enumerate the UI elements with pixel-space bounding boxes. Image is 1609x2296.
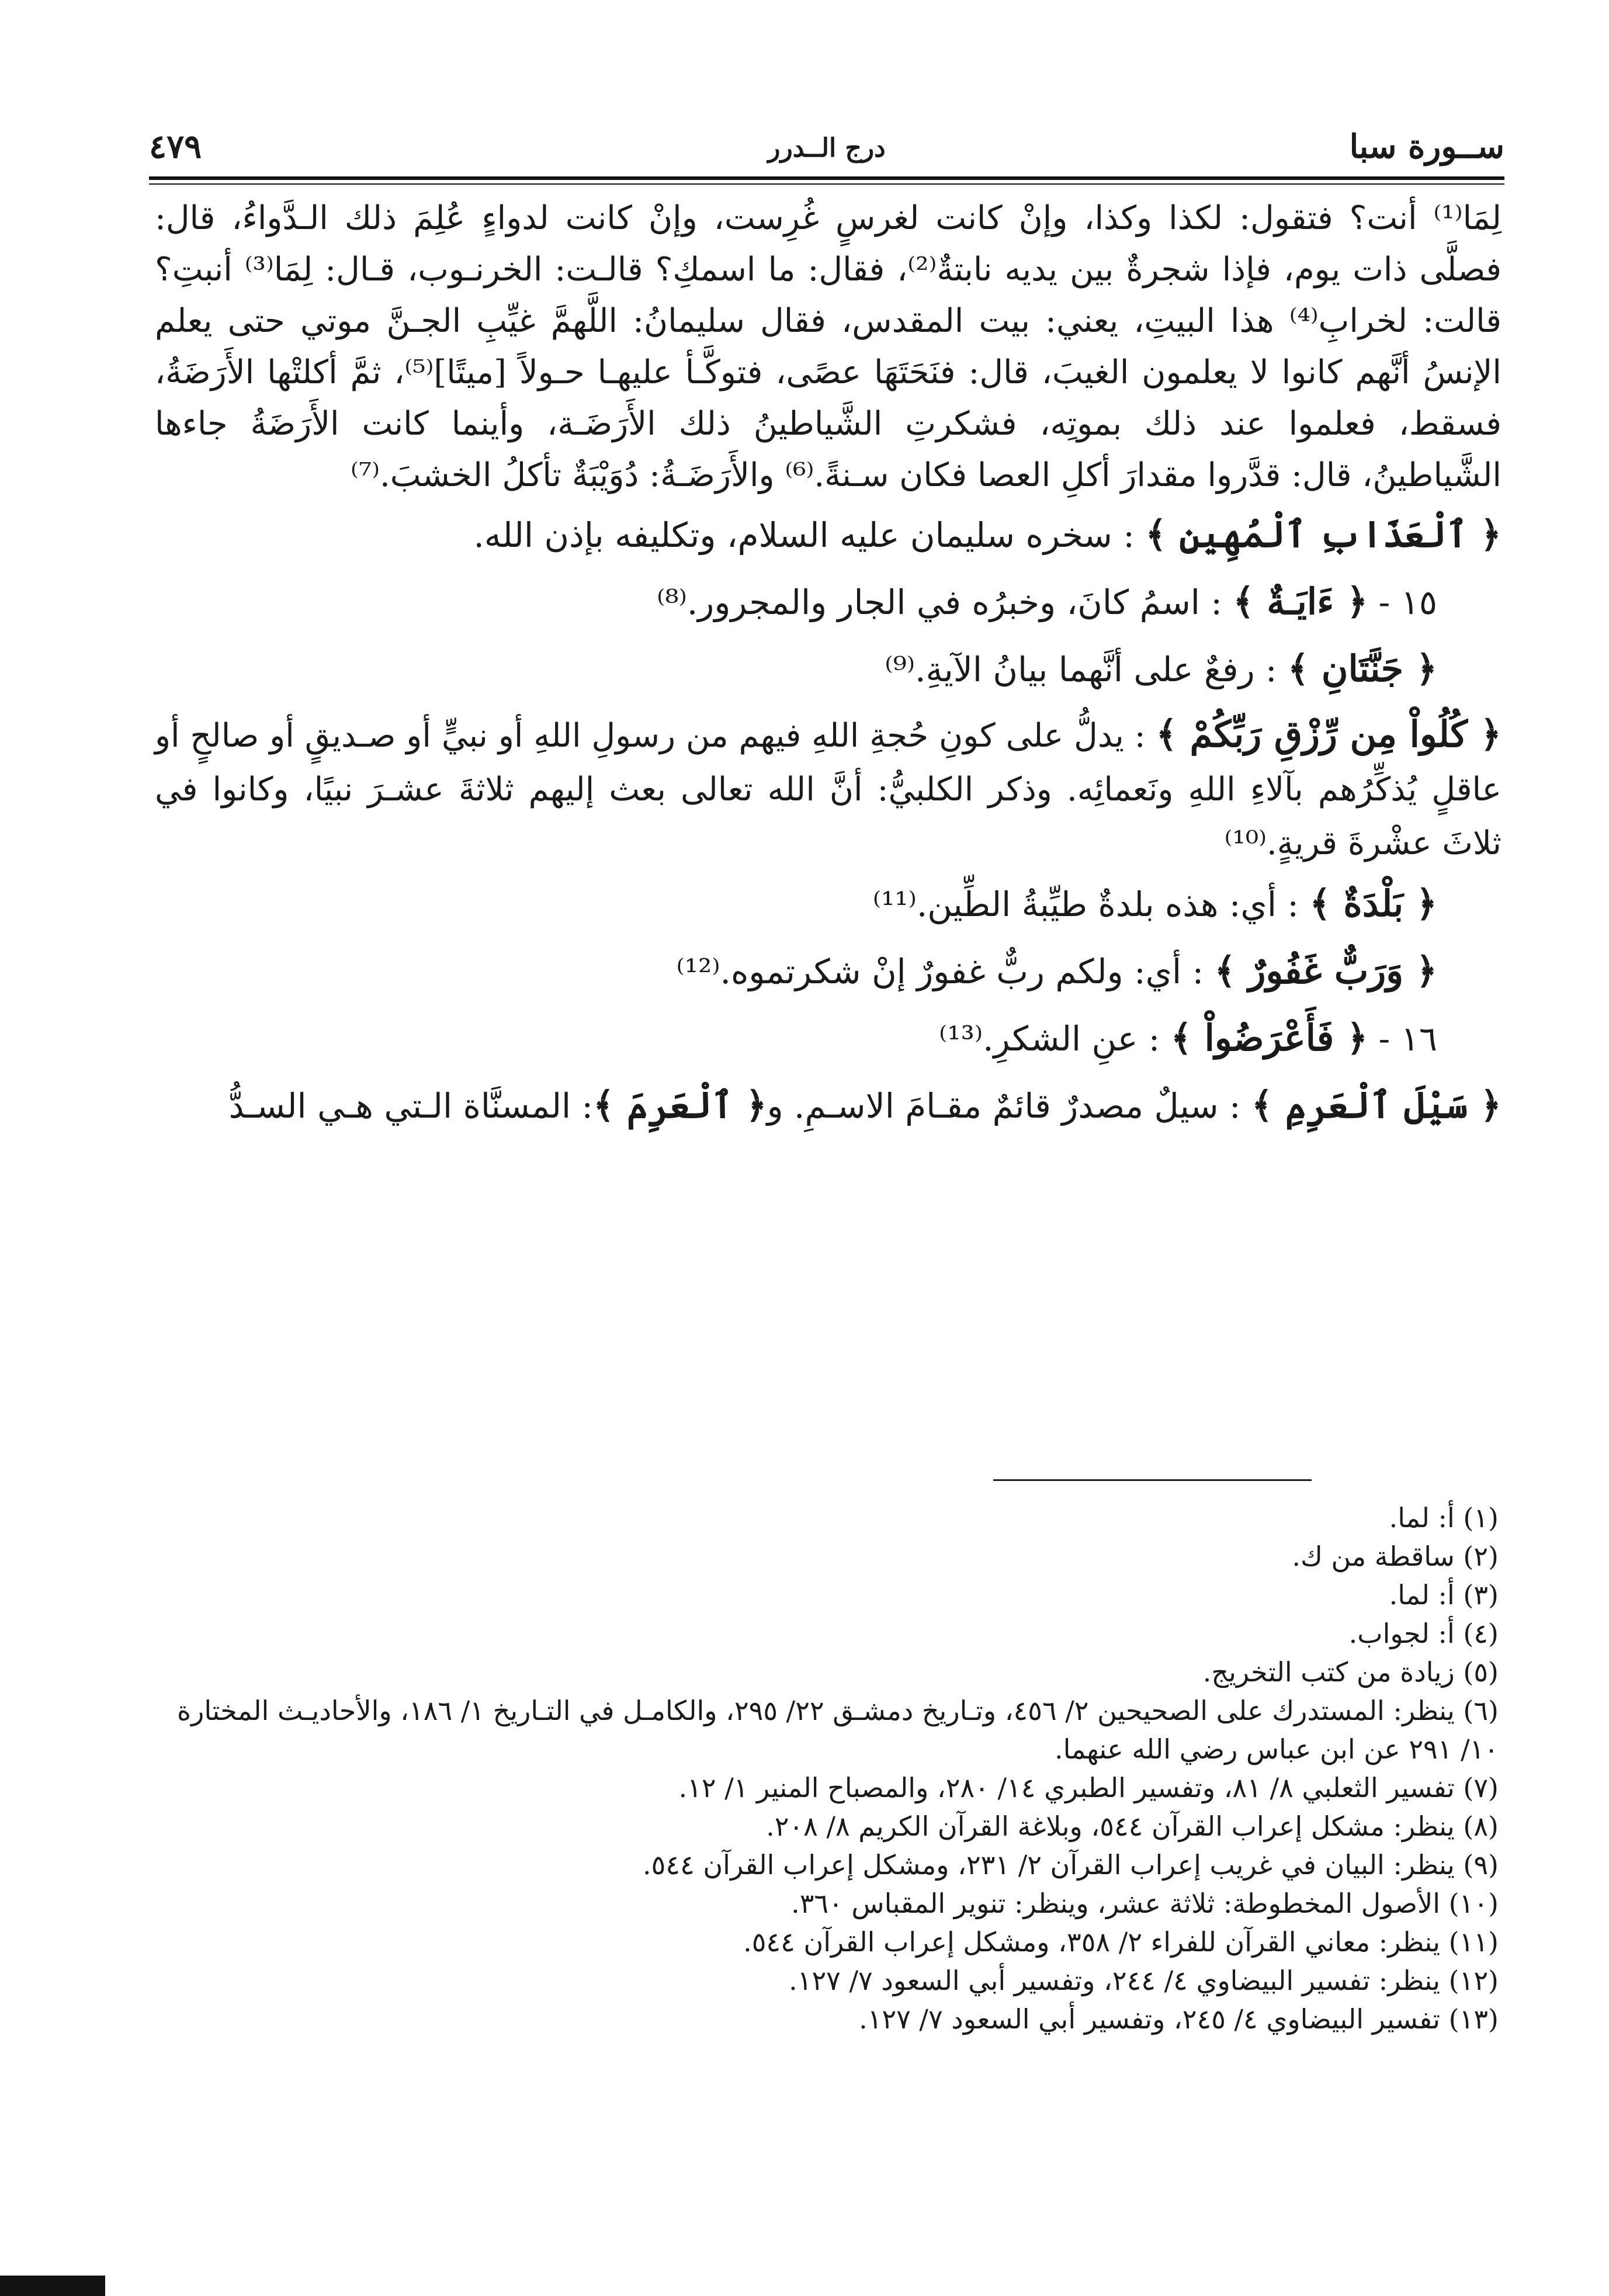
paragraph-2 — [155, 707, 1501, 870]
quran-phrase: ﴿ جَنَّتَانِ ﴾ — [1288, 647, 1437, 690]
entry-3 — [155, 636, 1501, 703]
footnote-12: (١٢) ينظر: تفسير البيضاوي ٤/ ٢٤٤، وتفسير أبي السعود ٧/ ١٢٧. — [789, 1965, 1499, 1996]
entry-7 — [155, 1072, 1501, 1139]
footnote-6: (٦) ينظر: المستدرك على الصحيحين ٢/ ٤٥٦، وتـاريخ دمشـق ٢٢/ ٢٩٥، والكامـل في التـاريخ ١/ ١٨٦، والأحاديـث المختارة ١٠/ ٢٩١ عن ابن عباس رضي الله عنهما. — [177, 1695, 1499, 1765]
quran-phrase: ﴿ وَرَبٌّ غَفُورٌ ﴾ — [1214, 949, 1437, 992]
scan-edge-mark — [0, 2276, 105, 2296]
footnotes — [149, 1499, 1499, 2038]
page-number: ٤٧٩ — [149, 127, 202, 166]
entry-text: : سخره سليمان عليه السلام، وتكليفه بإذن الله. — [473, 515, 1146, 555]
footnote-separator — [993, 1479, 1312, 1481]
header-rule-thick — [149, 176, 1504, 180]
paragraph-2-text: : يدلُّ على كونِ حُجةِ اللهِ فيهم من رسولِ اللهِ أو نبيٍّ أو صـديقٍ أو صالحٍ أو عاقلٍ يُذكِّرُهم بآلاءِ اللهِ ونَعمائِه. وذكر الكلبيُّ: أنَّ الله تعالى بعث إليهم ثلاثةَ عشـرَ نبيًا، وكانوا في ثلاثَ عشْرةَ قريةٍ.⁽¹⁰⁾ — [155, 717, 1501, 862]
quran-phrase: ﴿ كُلُواْ مِن رِّزْقِ رَبِّكُمْ ﴾ — [1156, 713, 1501, 755]
quran-phrase: ﴿ فَأَعْرَضُواْ ﴾ — [1170, 1017, 1368, 1059]
quran-phrase: ﴿ ٱلْعَذَابِ ٱلْمُهِينِ ﴾ — [1145, 513, 1501, 556]
entry-prefix: ١٥ - — [1368, 582, 1437, 622]
entry-text: : أي: هذه بلدةٌ طيِّبةُ الطِّين.⁽¹¹⁾ — [872, 885, 1310, 924]
footnote-1: (١) أ: لما. — [1389, 1502, 1499, 1534]
footnote-13: (١٣) تفسير البيضاوي ٤/ ٢٤٥، وتفسير أبي السعود ٧/ ١٢٧. — [859, 2003, 1499, 2035]
footnote-10: (١٠) الأصول المخطوطة: ثلاثة عشر، وينظر: تنوير المقباس ٣٦٠. — [791, 1888, 1499, 1919]
entry-1 — [155, 501, 1501, 568]
entry-text: : عنِ الشكرِ.⁽¹³⁾ — [939, 1019, 1171, 1059]
entry-text: : أي: ولكم ربٌّ غفورٌ إنْ شكرتموه.⁽¹²⁾ — [676, 952, 1215, 991]
footnote-3: (٣) أ: لما. — [1389, 1579, 1499, 1611]
book-title: درج الــدرر — [768, 133, 886, 163]
quran-phrase: ﴿ ءَايَـةٌ ﴾ — [1233, 580, 1368, 623]
footnote-11: (١١) ينظر: معاني القرآن للفراء ٢/ ٣٥٨، ومشكل إعراب القرآن ٥٤٤. — [743, 1926, 1499, 1958]
quran-phrase: ﴿ سَيْلَ ٱلْعَرِمِ ﴾ — [1251, 1084, 1501, 1126]
footnote-4: (٤) أ: لجواب. — [1348, 1618, 1499, 1649]
entry-prefix: ١٦ - — [1368, 1019, 1437, 1059]
paragraph-1: لِمَا⁽¹⁾ أنت؟ فتقول: لكذا وكذا، وإنْ كانت لغرسٍ غُرِست، وإنْ كانت لدواءٍ عُلِمَ ذلك الـدَّواءُ، قال: فصلَّى ذات يوم، فإذا شجرةٌ بين يديه نابتةٌ⁽²⁾، فقال: ما اسمكِ؟ قالـت: الخرنـوب، قـال: لِمَا⁽³⁾ أنبتِ؟ قالت: لخرابِ⁽⁴⁾ هذا البيتِ، يعني: بيت المقدس، فقال سليمانُ: اللَّهمَّ غيِّبِ الجـنَّ موتي حتى يعلم الإنسُ أنَّهم كانوا لا يعلمون الغيبَ، قال: فنَحَتَهَا عصًى، فتوكَّـأ عليهـا حـولاً [ميتًا]⁽⁵⁾، ثمَّ أكلتْها الأَرَضَةُ، فسقط، فعلموا عند ذلك بموتِه، فشكرتِ الشَّياطينُ ذلك الأَرَضَـة، وأينما كانت الأَرَضَةُ جاءها الشَّياطينُ، قال: قدَّروا مقدارَ أكلِ العصا فكان سـنةً.⁽⁶⁾ والأَرَضَـةُ: دُوَيْبَةٌ تأكلُ الخشبَ.⁽⁷⁾ — [155, 199, 1501, 494]
entry-6 — [155, 1005, 1501, 1072]
entry-5 — [155, 938, 1501, 1005]
header-rule-thin — [149, 183, 1504, 185]
footnote-2: (٢) ساقطة من ك. — [1292, 1541, 1499, 1572]
entry-text: : سيلٌ مصدرٌ قائمٌ مقـامَ الاسـمِ. و — [767, 1086, 1251, 1126]
entry-text: : رفعٌ على أنَّهما بيانُ الآيةِ.⁽⁹⁾ — [885, 650, 1288, 689]
footnote-5: (٥) زيادة من كتب التخريج. — [1202, 1656, 1499, 1688]
footnote-7: (٧) تفسير الثعلبي ٨/ ٨١، وتفسير الطبري ١٤/ ٢٨٠، والمصباح المنير ١/ ١٢. — [678, 1772, 1499, 1803]
running-header — [149, 123, 1504, 175]
entry-4 — [155, 870, 1501, 938]
sura-title: ســورة سبا — [1349, 127, 1504, 166]
footnote-8: (٨) ينظر: مشكل إعراب القرآن ٥٤٤، وبلاغة القرآن الكريم ٨/ ٢٠٨. — [766, 1811, 1499, 1842]
quran-phrase-2: ﴿ ٱلْعَرِمَ ﴾ — [593, 1084, 767, 1126]
entry-text: : اسمُ كانَ، وخبرُه في الجار والمجرور.⁽⁸⁾ — [657, 582, 1233, 622]
main-text — [155, 193, 1501, 1139]
quran-phrase: ﴿ بَلْدَةٌ ﴾ — [1309, 882, 1437, 925]
footnote-9: (٩) ينظر: البيان في غريب إعراب القرآن ٢/ ٢٣١، ومشكل إعراب القرآن ٥٤٤. — [643, 1849, 1499, 1881]
entry-2 — [155, 568, 1501, 636]
entry-text-2: : المسنَّاة الـتي هـي السـدُّ — [228, 1086, 594, 1126]
